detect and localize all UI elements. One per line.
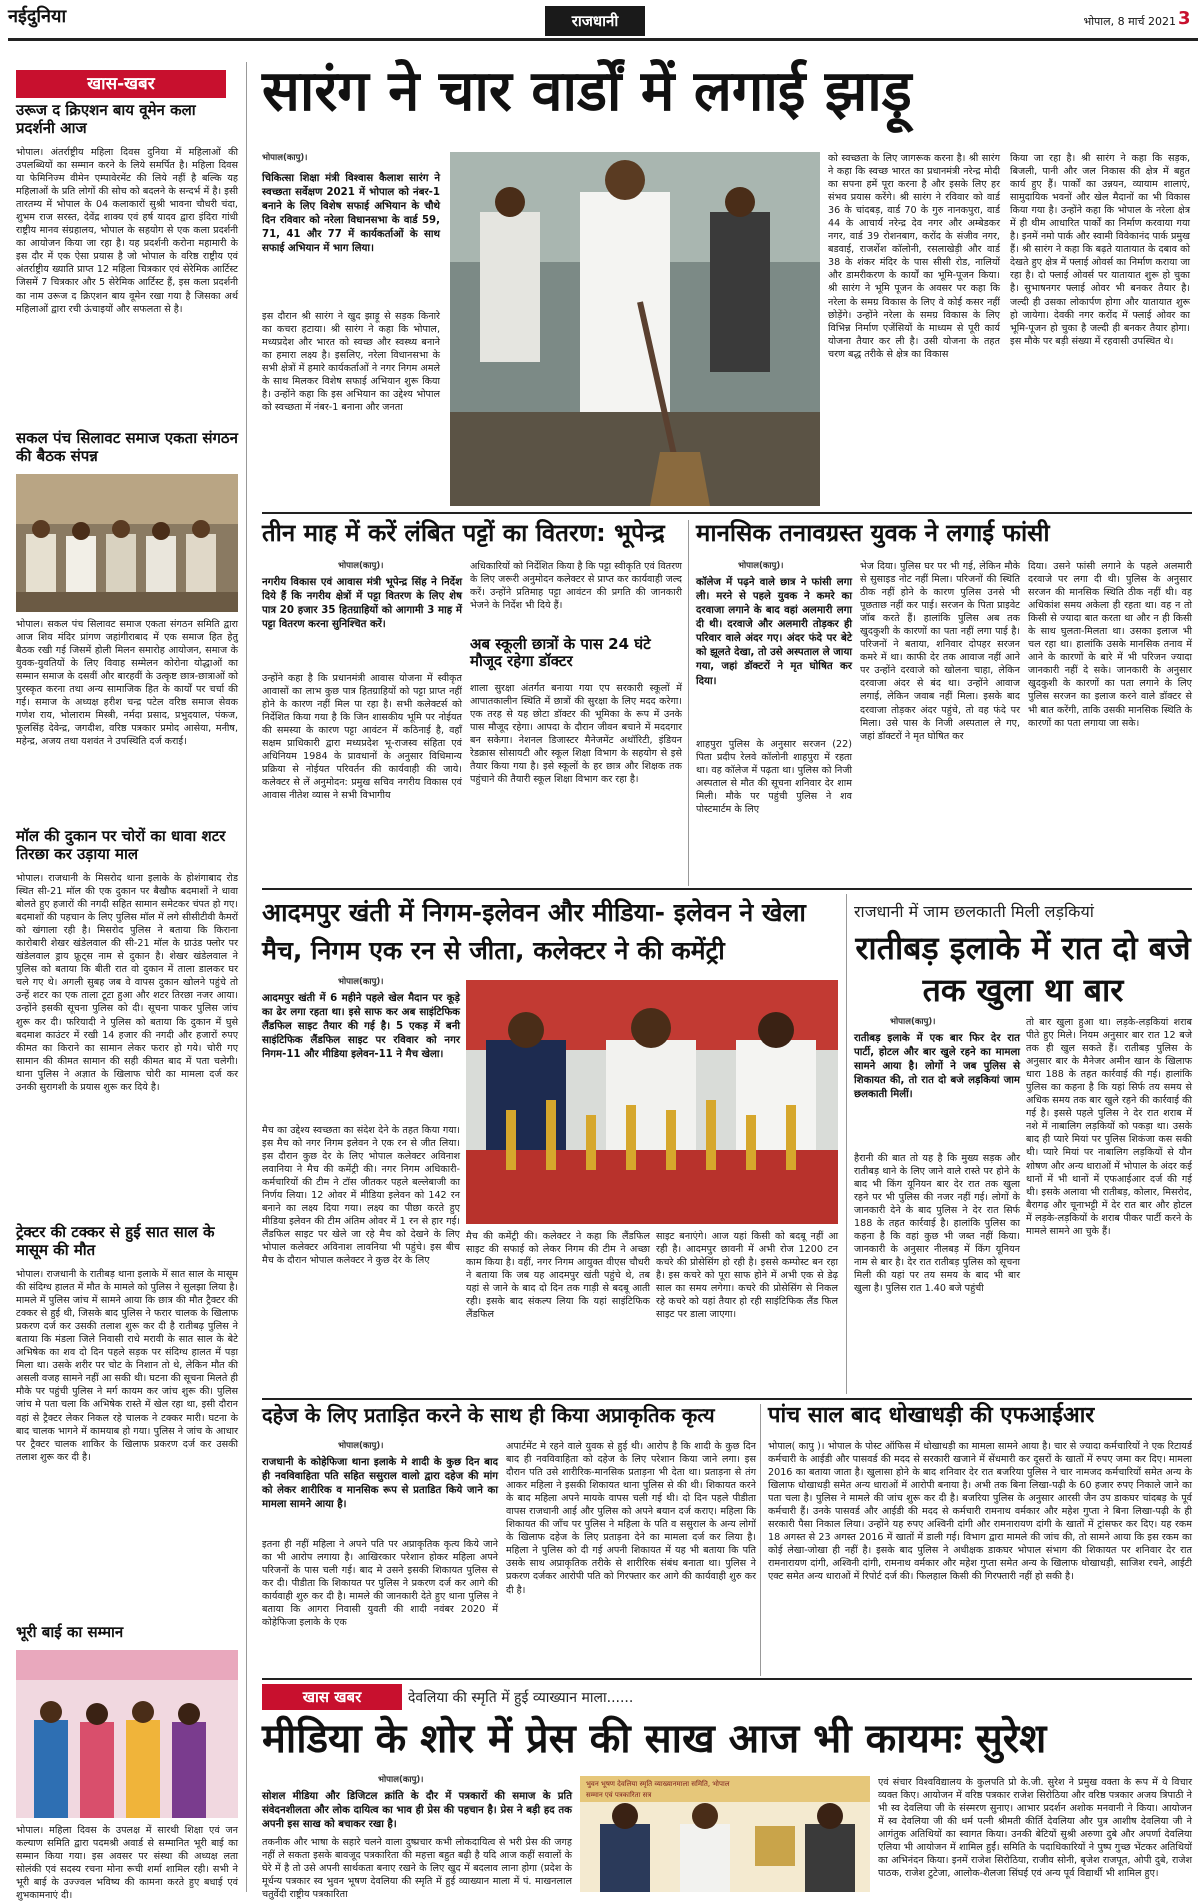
story-intro: कॉलेज में पढ़ने वाले छात्र ने फांसी लगा ली। मरने से पहले युवक ने कमरे का दरवाजा लगाने के बाद वहां अलमारी लगा दी थी। दरवाजे और अलमारी तोड़कर ही परिवार वाले अंदर गए। अंदर फंदे पर बेटे को झूलते देखा, तो उसे अस्पताल ले जाया गया, जहां डॉक्टरों ने मृत घोषित कर दिया। [696,577,852,687]
masthead-rule [8,38,1198,41]
sidebar-headline: ट्रेक्टर की टक्कर से हुई सात साल के मासूम की मौत [16,1223,215,1259]
banner-text: सम्मान एवं पत्रकारिता सत्र [586,1791,652,1799]
story-body: भोपाल( कापु )। भोपाल के पोस्ट ऑफिस में धोखाधड़ी का मामला सामने आया है। चार से ज्यादा कर्मचारियों ने एक रिटायर्ड कर्मचारी के आईडी और पासवर्ड की मदद से सरकारी खजाने में सेंधमारी कर दूसरों के खातों में रुपए जमा कर दिए। मामला 2016 का बताया जाता है। खुलासा होने के बाद शनिवार देर रात बजरिया पुलिस ने चार नामजद कर्मचारियों समेत अन्य के खिलाफ धोखाधड़ी समेत अन्य धाराओं में आरोपी बनाया है। अभी तक बिना लिखा-पढ़ी के 60 हजार रुपए निकाले जाने का पता चला है। पुलिस ने मामले की जांच शुरू कर दी है। बजरिया पुलिस के अनुसार आरसी जैन उप डाकघर चांदबड़ के पूर्व कर्मचारी हैं। उनके पासवर्ड और आईडी की मदद से कर्मचारी रामनाथ वर्मकार और महेश गुप्ता ने बिना लिखा-पढ़ी के ही सरकारी पैसा निकाल लिया। उन्होंने यह रुपए अश्विनी दांगी और रामनारायण दांगी के खातों में ट्रांसफर कर दिए। यह रकम 18 अगस्त से 23 अगस्त 2016 में खातों में डाली गई। विभाग द्वारा मामले की जांच की, तो सामने आया कि इस रकम का कोई लेखा-जोखा ही नहीं है। इसके बाद पुलिस ने अधीक्षक डाकघर भोपाल संभाग की शिकायत पर शनिवार देर रात रामनारायण दांगी, अश्विनी दांगी, रामनाथ वर्मकार और महेश गुप्ता समेत अन्य के खिलाफ धोखाधड़ी, साजिश रचने, आईटी एक्ट समेत अन्य धाराओं में रिपोर्ट दर्ज की। फिलहाल किसी की गिरफ्तारी नहीं हो सकी है। [768,1441,1192,1583]
story-kicker: राजधानी में जाम छलकाती मिली लड़कियां [854,902,1094,921]
story-body: मैच की कमेंट्री की। कलेक्टर ने कहा कि लैंडफिल साइट की सफाई को लेकर निगम की टीम ने अच्छा काम किया है। वहीं, नगर निगम आयुक्त वीएस चौधरी ने बताया कि जब यह आदमपुर खंती पहुंचे थे, तब यहां से जाने के बाद दो दिन तक गाड़ी से बदबू आती रही। इसके बाद संकल्प लिया कि यहां साइंटिफिक लैंडफिल [466,1231,650,1321]
story-body: इतना ही नहीं महिला ने अपने पति पर अप्राकृतिक कृत्य किये जाने का भी आरोप लगाया है। आखिरकार परेशान होकर महिला अपने परिजनों के पास चली गई। बाद मे उसने इसकी शिकायत पुलिस से कर दी। पीडीता कि शिकायत पर पुलिस ने प्रकरण दर्ज कर आगे की कार्यवाही शुरु कर दी है। मामले की जानकारी देते हुए थाना पुलिस ने बताया कि आगरा निवासी युवती की शादी नवंबर 2020 में कोहेफिजा इलाके के एक [262,1539,498,1629]
story-body: अपार्टमेंट मे रहने वाले युवक से हुई थी। आरोप है कि शादी के कुछ दिन बाद ही नवविवाहिता को दहेज के लिए परेशान किया जाने लगा। इस दौरान पति उसे शारीरिक-मानसिक प्रताड़ना भी देता था। प्रताड़ना से तंग आकर महिला ने इसकी शिकायत थाना पुलिस से की थी। शिकायत करने के बाद महिला अपने मायके वापस चली गई थी। दो दिन पहले पीडीता वापस राजधानी आई और पुलिस को अपने बयान दर्ज कराए। महिला कि शिकायत की जाँच पर पुलिस ने महिला के पति व ससुराल के अन्य लोगों के खिलाफ दहेज के लिए प्रताड़ना देने का मामला दर्ज कर लिया है। महिला ने पुलिस को दी गई अपनी शिकायत में यह भी बताया कि पति उसके साथ अप्राकृतिक तरीके से शारीरिक संबंध बनाता था। पुलिस ने प्रकरण दर्जकर आरोपी पति को गिरफ्तार कर आगे की कार्यवाही शुरु कर दी है। [506,1441,756,1596]
sidebar-divider [246,62,247,1892]
dateline: भोपाल(कापु)। [738,561,784,571]
lead-body: इस दौरान श्री सारंग ने खुद झाड़ू से सड़क किनारे का कचरा हटाया। श्री सारंग ने कहा कि भोपाल, मध्यप्रदेश और भारत को स्वच्छ और स्वस्थ्य बनाने का हमारा लक्ष्य है। इसलिए, नरेला विधानसभा के सभी क्षेत्रों में हमारे कार्यकर्ताओं ने नगर निगम अमले के साथ मिलकर विशेष सफाई अभियान शुरू किया है। उन्होंने कहा कि इस अभियान का उद्देश्य भोपाल को स्वच्छता में नंबर-1 बनाना और जनता [262,311,440,414]
dateline: भोपाल(कापु)। [378,1775,424,1785]
story-body: मैच का उद्देश्य स्वच्छता का संदेश देने के तहत किया गया। इस मैच को नगर निगम इलेवन ने एक रन से जीत लिया। इस दौरान कुछ देर के लिए भोपाल कलेक्टर अविनाश लवानिया ने मैच की कमेंट्री की। नगर निगम अधिकारी-कर्मचारियों की टीम ने टॉस जीतकर पहले बल्लेबाजी का निर्णय लिया। 12 ओवर में मीडिया इलेवन को 142 रन बनाने का लक्ष्य दिया गया। लक्ष्य का पीछा करते हुए मीडिया इलेवन की टीम अंतिम ओवर में 1 रन से हार गई। लैंडफिल साइट पर खेले जा रहे मैच को देखने के लिए भोपाल कलेक्टर अविनाश लावनिया भी पहुंचे। इस बीच मैच के दौरान भोपाल कलेक्टर ने कुछ देर के लिए [262,1125,460,1267]
masthead-logo: नईदुनिया [8,6,67,27]
story-body: शाला सुरक्षा अंतर्गत बनाया गया एप सरकारी स्कूलों में आपातकालीन स्थिति में छात्रों की सुरक्षा के लिए मदद करेगा। एक तरह से यह छोटा डॉक्टर की भूमिका के रूप में उनके पास मौजूद रहेगा। आपदा के दौरान जीवन बचाने में मददगार बन सकेगा। नेशनल डिजास्टर मैनेजमेंट अथॉरिटी, इंडियन रेडक्रास सोसायटी और स्कूल शिक्षा विभाग के सहयोग से इसे तैयार किया गया है। इसे स्कूलों के हर छात्र और शिक्षक तक पहुंचाने की तैयारी स्कूल शिक्षा विभाग कर रहा है। [470,683,682,786]
sidebar-article-text: भोपाल। सकल पंच सिलावट समाज एकता संगठन समिति द्वारा आज शिव मंदिर प्रांगण जहांगीराबाद में एक समाज हित हेतु बैठक रखी गई जिसमें होली मिलन समारोह आयोजन, समाज के युवक-युवतियों के लिए विवाह सम्मेलन कोरोना योद्धाओं का सम्मान समाज के दसवीं और बारहवीं के उत्कृष्ट छात्र-छात्राओं को पुरस्कृत करना तथा अन्य सामाजिक हित के कार्यों पर चर्चा की गई। समाज के अध्यक्ष हरीश चन्द्र पटेल वरिष्ठ समाज सेवक गणेश राय, भोलाराम मिस्त्री, नर्मदा प्रसाद, प्रभुदयाल, पंकज, फूलसिंह देवेन्द्र, जगदीश, वरिष्ठ पत्रकार प्रमोद आसेया, मनीष, महेन्द्र, अजय तथा यशवंत ने उपस्थिति दर्ज कराई। [16,619,238,748]
khas-khabar-tag: खास खबर [262,1684,402,1710]
sidebar-headline: सकल पंच सिलावट समाज एकता संगठन की बैठक संपन्न [16,429,238,465]
dateline: भोपाल(कापु)। [338,1441,384,1451]
story-intro: नगरीय विकास एवं आवास मंत्री भूपेन्द्र सिंह ने निर्देश दिये हैं कि नगरीय क्षेत्रों में पट्टा वितरण के लिए शेष पात्र 20 हजार 35 हितग्राहियों को आगामी 3 माह में पट्टा वितरण करना सुनिश्चित करें। [262,577,462,631]
dateline: भोपाल(कापु)। [262,153,308,163]
sidebar-headline: मॉल की दुकान पर चोरों का धावा शटर तिरछा कर उड़ाया माल [16,827,226,863]
story-intro: आदमपुर खंती में 6 महीने पहले खेल मैदान पर कूड़े का ढेर लगा रहता था। इसे साफ कर अब साइंटिफिक लैंडफिल साइट तैयार की गई है। 5 एकड़ में बनी साइंटिफिक लैंडफिल साइट पर रविवार को नगर निगम-11 और मीडिया इलेवन-11 ने मैच खेला। [262,993,460,1061]
masthead [0,0,1200,44]
dateline: भोपाल(कापु)। [890,1017,936,1027]
sidebar [8,62,243,1902]
story-body: दिया। उसने फांसी लगाने के पहले अलमारी दरवाजे पर लगा दी थी। पुलिस के अनुसार सरजन की मानसिक स्थिति ठीक नहीं थी। वह अधिकांश समय अकेला ही रहता था। वह न तो किसी से ज्यादा बात करता था और न ही किसी के साथ घुलता-मिलता था। उसका इलाज भी चल रहा था। हालांकि उसके मानसिक तनाव में आने के कारणों के बारे में भी परिजन ज्यादा जानकारी नहीं दे सके। जानकारी के अनुसार खुदकुशी के कारणों का पता लगाने के लिए पुलिस सरजन का इलाज करने वाले डॉक्टर से भी बात करेंगी, ताकि उसकी मानसिक स्थिति के कारणों का पता लगाया जा सके। [1028,561,1192,729]
story-kicker: देवलिया की स्मृति में हुई व्याख्यान माला...... [408,1690,634,1706]
page-number: 3 [1178,8,1191,29]
section-label: राजधानी [545,6,645,36]
story-headline: पांच साल बाद धोखाधड़ी की एफआईआर [768,1403,1095,1428]
sidebar-article-text: भोपाल। राजधानी के रातीबड़ थाना इलाके में सात साल के मासूम की संदिग्ध हालत में मौत के मामले को पुलिस ने सुलझा लिया है। मामले में पुलिस जांच में सामने आया कि छात्र की मौत ट्रैक्टर की टक्कर से हुई थी, जिसके बाद पुलिस ने फरार चालक के खिलाफ प्रकरण दर्ज कर उसकी तलाश शुरू कर दी है रातीबढ़ पुलिस ने बताया कि मंडला जिले निवासी राधे मरावी के सात साल के बेटे अभिषेक का शव दो दिन पहले सड़क पर संदिग्ध हालत में पड़ा मिला था। उसके शरीर पर चोट के निशान तो थे, लेकिन मौत की असली वजह सामने नहीं आ सकी थी। घटना की सूचना मिलते ही मौके पर पहुंची पुलिस ने मर्ग कायम कर जांच शुरू की। पुलिस जांच मे पता चला कि अभिषेक रास्ते में खेल रहा था, इसी दौरान वहां से ट्रैक्टर लेकर निकल रहे चालक ने टक्कर मारी। घटना के बाद चालक भागने में कामयाब हो गया। पुलिस ने जांच के आधार पर ट्रैक्टर चालक शाकिर के खिलाफ प्रकरण दर्ज कर उसकी तलाश शुरू कर दी है। [16,1269,238,1463]
section-divider [262,512,1192,514]
sidebar-headline: भूरी बाई का सम्मान [16,1623,124,1641]
dateline: भोपाल(कापु)। [338,977,384,987]
match-photo [466,980,838,1224]
story-headline: आदमपुर खंती में निगम-इलेवन और मीडिया- इलेवन ने खेला मैच, निगम एक रन से जीता, कलेक्टर ने की कमेंट्री [262,898,806,965]
story-headline: मानसिक तनावग्रस्त युवक ने लगाई फांसी [696,519,1050,547]
section-divider [262,1678,1192,1680]
sidebar-title: खास-खबर [16,70,226,98]
event-photo [580,1776,870,1892]
story-headline: तीन माह में करें लंबित पट्टों का वितरण: भूपेन्द्र [262,519,665,547]
sub-headline: अब स्कूली छात्रों के पास 24 घंटे मौजूद रहेगा डॉक्टर [470,635,651,670]
story-body: हैरानी की बात तो यह है कि मुख्य सड़क और रातीबड़ थाने के लिए जाने वाले रास्ते पर होने के बाद भी किंग यूनियन बार देर रात तक खुला रहने पर भी पुलिस की नजर नहीं गई। लोगों के जानकारी देने के बाद पुलिस ने देर रात सिर्फ 188 के तहत कार्रवाई है। हालांकि पुलिस का कहना है कि वहां कुछ भी जब्त नहीं किया। जानकारी के अनुसार नीलबड़ में किंग यूनियन नाम से बार है। देर रात रातीबड़ पुलिस को सूचना मिली की यहां पर तय समय के बाद भी बार खुला है। पुलिस रात 1.40 बजे पहुंची [854,1153,1020,1295]
meeting-photo [16,474,238,612]
story-body: तकनीक और भाषा के सहारे चलने वाला दुष्प्रचार कभी लोकदायित्व से भरी प्रेस की जगह नहीं ले सकता इसके बावजूद पत्रकारिता की महत्ता बहुत बढ़ी है यदि आज कहीं सवालों के घेरे में है तो उसे अपनी सार्थकता बनाए रखने के लिए खुद में बदलाव लाना होगा (प्रदेश के मूर्धन्य पत्रकार स्व भुवन भूषण देवलिया की स्मृति में हुई व्याख्यान माला में पं. माखनलाल चतुर्वेदी राष्ट्रीय पत्रकारिता [262,1837,572,1901]
sidebar-article-text: भोपाल। राजधानी के मिसरोद थाना इलाके के होशंगाबाद रोड स्थित सी-21 मॉल की एक दुकान पर बैखौफ बदमाशों ने धावा बोलते हुए हजारों की नगदी सहित सामान समेटकर चंपत हो गए। बदमाशों की पहचान के लिए पुलिस मॉल में लगे सीसीटीवी कैमरों को खंगाला रही है। मिसरोद पुलिस ने बताया कि किराना कारोबारी शेखर खंडेलवाल की सी-21 मॉल के ग्राउंड फ्लोर पर खंडेलवाल ड्राय फ्रूट्स नाम से दुकान है। शेखर खंडेलवाल ने पुलिस को बताया कि बीती रात वो दुकान में ताला डालकर घर चले गए थे। अगली सुबह जब वे वापस दुकान खोलने पहुंचे तो उन्हें शटर का एक ताला टूटा हुआ और शटर तिरछा नजर आया। उन्होंने इसकी सूचना पुलिस को दी। सूचना पाकर पुलिस जांच शुरू कर दी। फरियादी ने पुलिस को बताया कि दुकान में घुसे बदमाश काउंटर में रखी 14 हजार की नगदी और हजारों रुपए कीमत का किराने का सामान लेकर फरार हो गये। चोरी गए सामान की कीमत सामान की सही कीमत बाद में पता चलेगी। थाना पुलिस ने अज्ञात के खिलाफ चोरी का मामला दर्ज कर उनकी सुरागशी के प्रयास शुरू कर दिये है। [16,873,238,1093]
lead-headline: सारंग ने चार वार्डों में लगाई झाड़ू [262,59,912,124]
story-body: शाहपुरा पुलिस के अनुसार सरजन (22) पिता प्रदीप रेलवे कॉलोनी शाहपुरा में रहता था। वह कॉलेज में पढ़ता था। पुलिस को निजी अस्पताल से मौत की सूचना शनिवार देर शाम मिली। मौके पर पहुंची पुलिस ने शव पोस्टमार्टम के लिए [696,739,852,816]
lead-body: को स्वच्छता के लिए जागरूक करना है। श्री सारंग ने कहा कि स्वच्छ भारत का प्रधानमंत्री नरेन्द्र मोदी का सपना हमें पूरा करना है और इसके लिए हर संभव प्रयास करेंगे। श्री सारंग ने रविवार को वार्ड 36 के चांदबड़, वार्ड 70 के गुरु नानकपुरा, वार्ड 44 के आचार्य नरेन्द्र देव नगर और अम्बेडकर नगर, वार्ड 39 रोशनबाग, करोंद के संजीव नगर, बडवाई, राजर्शेश कॉलोनी, रसलाखेड़ी और वार्ड 38 के शंकर मंदिर के पास सीसी रोड, नालियों और डामरीकरण के कार्यों का भूमि-पूजन किया। श्री सारंग ने भूमि पूजन के अवसर पर कहा कि नरेला के समग्र विकास के लिए वे कोई कसर नहीं छोड़ेंगे। उन्होंने नरेला के समग्र विकास के लिए विभिन्न निर्माण एजेंसियों के माध्यम से पूरी कार्य योजना तैयार कर ली है। उसी योजना के तहत चरण बद्ध तरीके से क्षेत्र का विकास [828,153,1000,360]
story-intro: सोशल मीडिया और डिजिटल क्रांति के दौर में पत्रकारों की समाज के प्रति संवेदनशीलता और लोक दायित्व का भाव ही प्रेस की पहचान है। प्रेस ने बड़ी हद तक अपनी इस साख को बचाकर रखा है। [262,1791,572,1831]
story-intro: राजधानी के कोहेफिजा थाना इलाके मे शादी के कुछ दिन बाद ही नवविवाहिता पति सहित ससुराल वालो द्वारा दहेज की मांग को लेकर शारीरिक व मानसिक रूप से प्रताडित किये जाने का मामला सामने आया है। [262,1457,498,1511]
column-divider [688,520,689,886]
honour-photo [16,1650,238,1818]
column-divider [760,1404,761,1676]
story-body: अधिकारियों को निर्देशित किया है कि पट्टा स्वीकृति एवं वितरण के लिए जरूरी अनुमोदन कलेक्टर से प्राप्त कर कार्यवाही जल्द करें। उन्होंने प्रतिमाह पट्टा आवंटन की प्रगति की जानकारी भेजने के निर्देश भी दिये हैं। [470,561,682,612]
story-body: भेज दिया। पुलिस घर पर भी गई, लेकिन मौके से सुसाइड नोट नहीं मिला। परिजनों की स्थिति ठीक नहीं होने के कारण पुलिस उनसे भी पूछताछ नहीं कर पाई। सरजन के पिता प्राइवेट जॉब करते हैं। हालांकि पुलिस अब तक खुदकुशी के कारणों का पता नहीं लगा पाई है। परिजनों ने बताया, शनिवार दोपहर सरजन कमरे में था। काफी देर तक आवाज नहीं आने पर उन्होंने दरवाजे को खोलना चाहा, लेकिन दरवाजा अंदर से बंद था। उन्होंने आवाज लगाई, लेकिन जवाब नहीं मिला। इसके बाद दरवाजा तोड़कर अंदर पहुंचे, तो वह फंदे पर मिला। उसे पास के निजी अस्पताल ले गए, जहां डॉक्टरों ने मृत घोषित कर [860,561,1020,742]
story-body: साइट बनाएंगे। आज यहां किसी को बदबू नहीं आ रही है। आदमपुर छावनी में अभी रोज 1200 टन कचरे की प्रोसेसिंग हो रही है। इससे कम्पोस्ट बन रहा है। इस कचरे को पूरा साफ होने में अभी एक से डेढ़ साल का समय लगेगा। कचरे की प्रोसेसिंग से निकल रहे कचरे को यहां तैयार हो रही साइंटिफिक लैंड फिल साइट पर डाला जाएगा। [656,1231,838,1321]
story-headline: रातीबड़ इलाके में रात दो बजे तक खुला था बार [855,929,1191,1009]
date-line: भोपाल, 8 मार्च 2021 [1083,15,1176,28]
lead-intro: चिकित्सा शिक्षा मंत्री विश्वास कैलाश सारंग ने स्वच्छता सर्वेक्षण 2021 में भोपाल को नंबर-1 बनाने के लिए विशेष सफाई अभियान के चौथे दिन रविवार को नरेला विधानसभा के वार्ड 59, 71, 41 और 77 में कार्यकर्ताओं के साथ सफाई अभियान में भाग लिया। [262,173,440,255]
story-body: उन्होंने कहा है कि प्रधानमंत्री आवास योजना में स्वीकृत आवासों का लाभ कुछ पात्र हितग्राहियों को पट्टा प्राप्त नहीं होने के कारण नहीं मिल पा रहा है। सभी कलेक्टर्स को निर्देशित किया गया है कि जिन शासकीय भूमि पर नोईयत की समस्या के कारण पट्टा आवंटन में कठिनाई है, वहाँ सक्षम प्राधिकारी द्वारा मध्यप्रदेश भू-राजस्व संहिता एवं अधिनियम 1984 के प्रावधानों के अनुसार विधिमान्य प्रक्रिया से नोईयत परिवर्तन की कार्यवाही की जाये। कलेक्टर से लें अनुमोदन: प्रमुख सचिव नगरीय विकास एवं आवास नीतेश व्यास ने सभी विभागीय [262,673,462,802]
section-divider [262,1398,1192,1400]
sidebar-article-text: भोपाल। अंतर्राष्ट्रीय महिला दिवस दुनिया में महिलाओं की उपलब्धियों का सम्मान करने के लिये समर्पित है। महिला दिवस या फेमिनिज्म वीमेन एम्पावेरमेंट की लिये नहीं है बल्कि यह महिलाओं के प्रति लोगों की सोच को बदलने के सन्दर्भ में है। इसी तारतम्य में भोपाल के 04 कलाकारों सुश्री भावना चौधरी चंदा, शुभम राज सरस्त, देवेंद्र शाक्य एवं हर्ष यादव द्वारा इंदिरा गांधी राष्ट्रीय मानव संग्रहालय, भोपाल के सहयोग से एक कला प्रदर्शनी का आयोजन किया जा रहा है। यह प्रदर्शनी करोना महामारी के इस दौर में एक ऐसा प्रयास है जो भोपाल के वरिष्ठ राष्ट्रीय एवं अंतर्राष्ट्रीय ख्याति प्राप्त 12 महिला चित्रकार एवं सेरेमिक आर्टिस्ट जिसमें 7 चित्रकार और 5 सेरेमिक आर्टिस्ट हैं, इस कला प्रदर्शनी का नाम उरूज द क्रिएशन बाय वूमेन रखा गया है जिसका अर्थ महिलाओं द्वारा रची ऊंचाइयों और सफलता से है। [16,147,238,315]
banner-text: भुवन भूषण देवलिया स्मृति व्याख्यानमाला समिति, भोपाल [586,1780,730,1788]
dateline: भोपाल(कापु)। [338,561,384,571]
lead-body: किया जा रहा है। श्री सारंग ने कहा कि सड़क, बिजली, पानी और जल निकास की क्षेत्र में बहुत कार्य हुए हैं। पार्कों का उन्नयन, व्यायाम शालाएं, सामुदायिक भवनों और खेल मैदानों का भी विकास किया गया है। उन्होंने कहा कि भोपाल के नरेला क्षेत्र में ही थीम आधारित पार्कों का निर्माण करवाया गया है। इनमें नमो पार्क और स्वामी विवेकानंद पार्क प्रमुख हैं। श्री सारंग ने कहा कि बढ़ते यातायात के दबाव को देखते हुए क्षेत्र में फ्लाई ओवर्स का निर्माण कराया जा रहा है। दो फ्लाई ओवर्स पर यातायात शुरू हो चुका है। सुभाषनगर फ्लाई ओवर भी बनकर तैयार है। जल्दी ही उसका लोकार्पण होगा और यातायात शुरू हो जायेगा। देवकी नगर करोंद में फ्लाई ओवर का भूमि-पूजन हो चुका है जल्दी ही बनकर तैयार होगा। इस मौके पर बड़ी संख्या में रहवासी उपस्थित थे। [1010,153,1190,347]
story-headline: मीडिया के शोर में प्रेस की साख आज भी कायमः सुरेश [262,1716,1047,1762]
section-divider [262,888,1192,890]
story-intro: रातीबड़ इलाके में एक बार फिर देर रात पार्टी, होटल और बार खुले रहने का मामला सामने आया है। लोगों ने जब पुलिस से शिकायत की, तो रात दो बजे लड़कियां जाम छलकाती मिलीं। [854,1033,1020,1101]
story-headline: दहेज के लिए प्रताड़ित करने के साथ ही किया अप्राकृतिक कृत्य [262,1403,715,1427]
sidebar-article-text: भोपाल। महिला दिवस के उपलक्ष में सारथी शिक्षा एवं जन कल्याण समिति द्वारा पदमश्री अवार्ड से सम्मानित भूरी बाई का सम्मान किया गया। इस अवसर पर संस्था की अध्यक्ष लता सोलंकी एवं सदस्य रचना मोना रूची शर्मा शामिल रही। सभी ने भूरी बाई के उज्ज्वल भविष्य की कामना करते हुए बधाई एवं शुभकामनाएं दी। [16,1825,238,1902]
story-body: तो बार खुला हुआ था। लड़के-लड़कियां शराब पीते हुए मिले। नियम अनुसार बार रात 12 बजे तक ही खुल सकते हैं। रातीबड़ पुलिस के अनुसार बार के मैनेजर अमीन खान के खिलाफ धारा 188 के तहत कार्रवाई की गई। हालांकि पुलिस का कहना है कि यहां सिर्फ तय समय से अधिक समय तक बार खुले रहने की कार्रवाई की गई है। इससे पहले पुलिस ने देर रात शराब में नशे में नाबालिग लड़कियों को पकड़ा था। उसके बाद ही प्यारे मियां पर पुलिस शिकंजा कस सकी थी। प्यारे मियां पर नाबालिग लड़कियों से यौन शोषण और अन्य धाराओं में भोपाल के अंदर कई थानों में भी थानों में एफआईआर दर्ज की गई थी। इसके अलावा भी रातीबड़, कोलार, मिसरोद, बैरागढ़ और चूनाभट्टी में देर रात बार और होटल में लड़के-लड़कियों के शराब पीकर पार्टी करने के मामले सामने आ चुके हैं। [1026,1017,1192,1237]
sidebar-headline: उरूज द क्रिएशन बाय वूमेन कला प्रदर्शनी आज [16,101,196,137]
story-body: एवं संचार विश्वविद्यालय के कुलपति प्रो के.जी. सुरेश ने प्रमुख वक्ता के रूप में ये विचार व्यक्त किए। आयोजन में वरिष्ठ पत्रकार राजेश सिरोठिया और वरिष्ठ पत्रकार अजय त्रिपाठी ने भी स्व देवलिया जी के संस्मरण सुनाए। आभार प्रदर्शन अशोक मनवानी ने किया। आयोजन में स्व देवलिया जी की धर्म पत्नी श्रीमती कीर्ति देवलिया और पुत्र आशीष देवलिया जी ने आगंतुक अतिथियों का स्वागत किया। उनकी बेटियों सुश्री अरुणा दुबे और अपर्णा देवलिया एलिया भी आयोजन में शामिल हुईं। समिति के पदाधिकारियों ने पुष्प गुच्छ भेंटकर अतिथियों का अभिनंदन किया। इनमें राजेश सिरोठिया, राजीव सोनी, बृजेश राजपूत, ओपी दुबे, राजेश पाठक, राजेश टुटेजा, आलोक-शैलजा सिंघई एवं अन्य पूर्व विद्यार्थी भी शामिल हुए। [878,1777,1192,1880]
cleaning-photo [450,152,820,506]
column-divider [846,894,847,1394]
